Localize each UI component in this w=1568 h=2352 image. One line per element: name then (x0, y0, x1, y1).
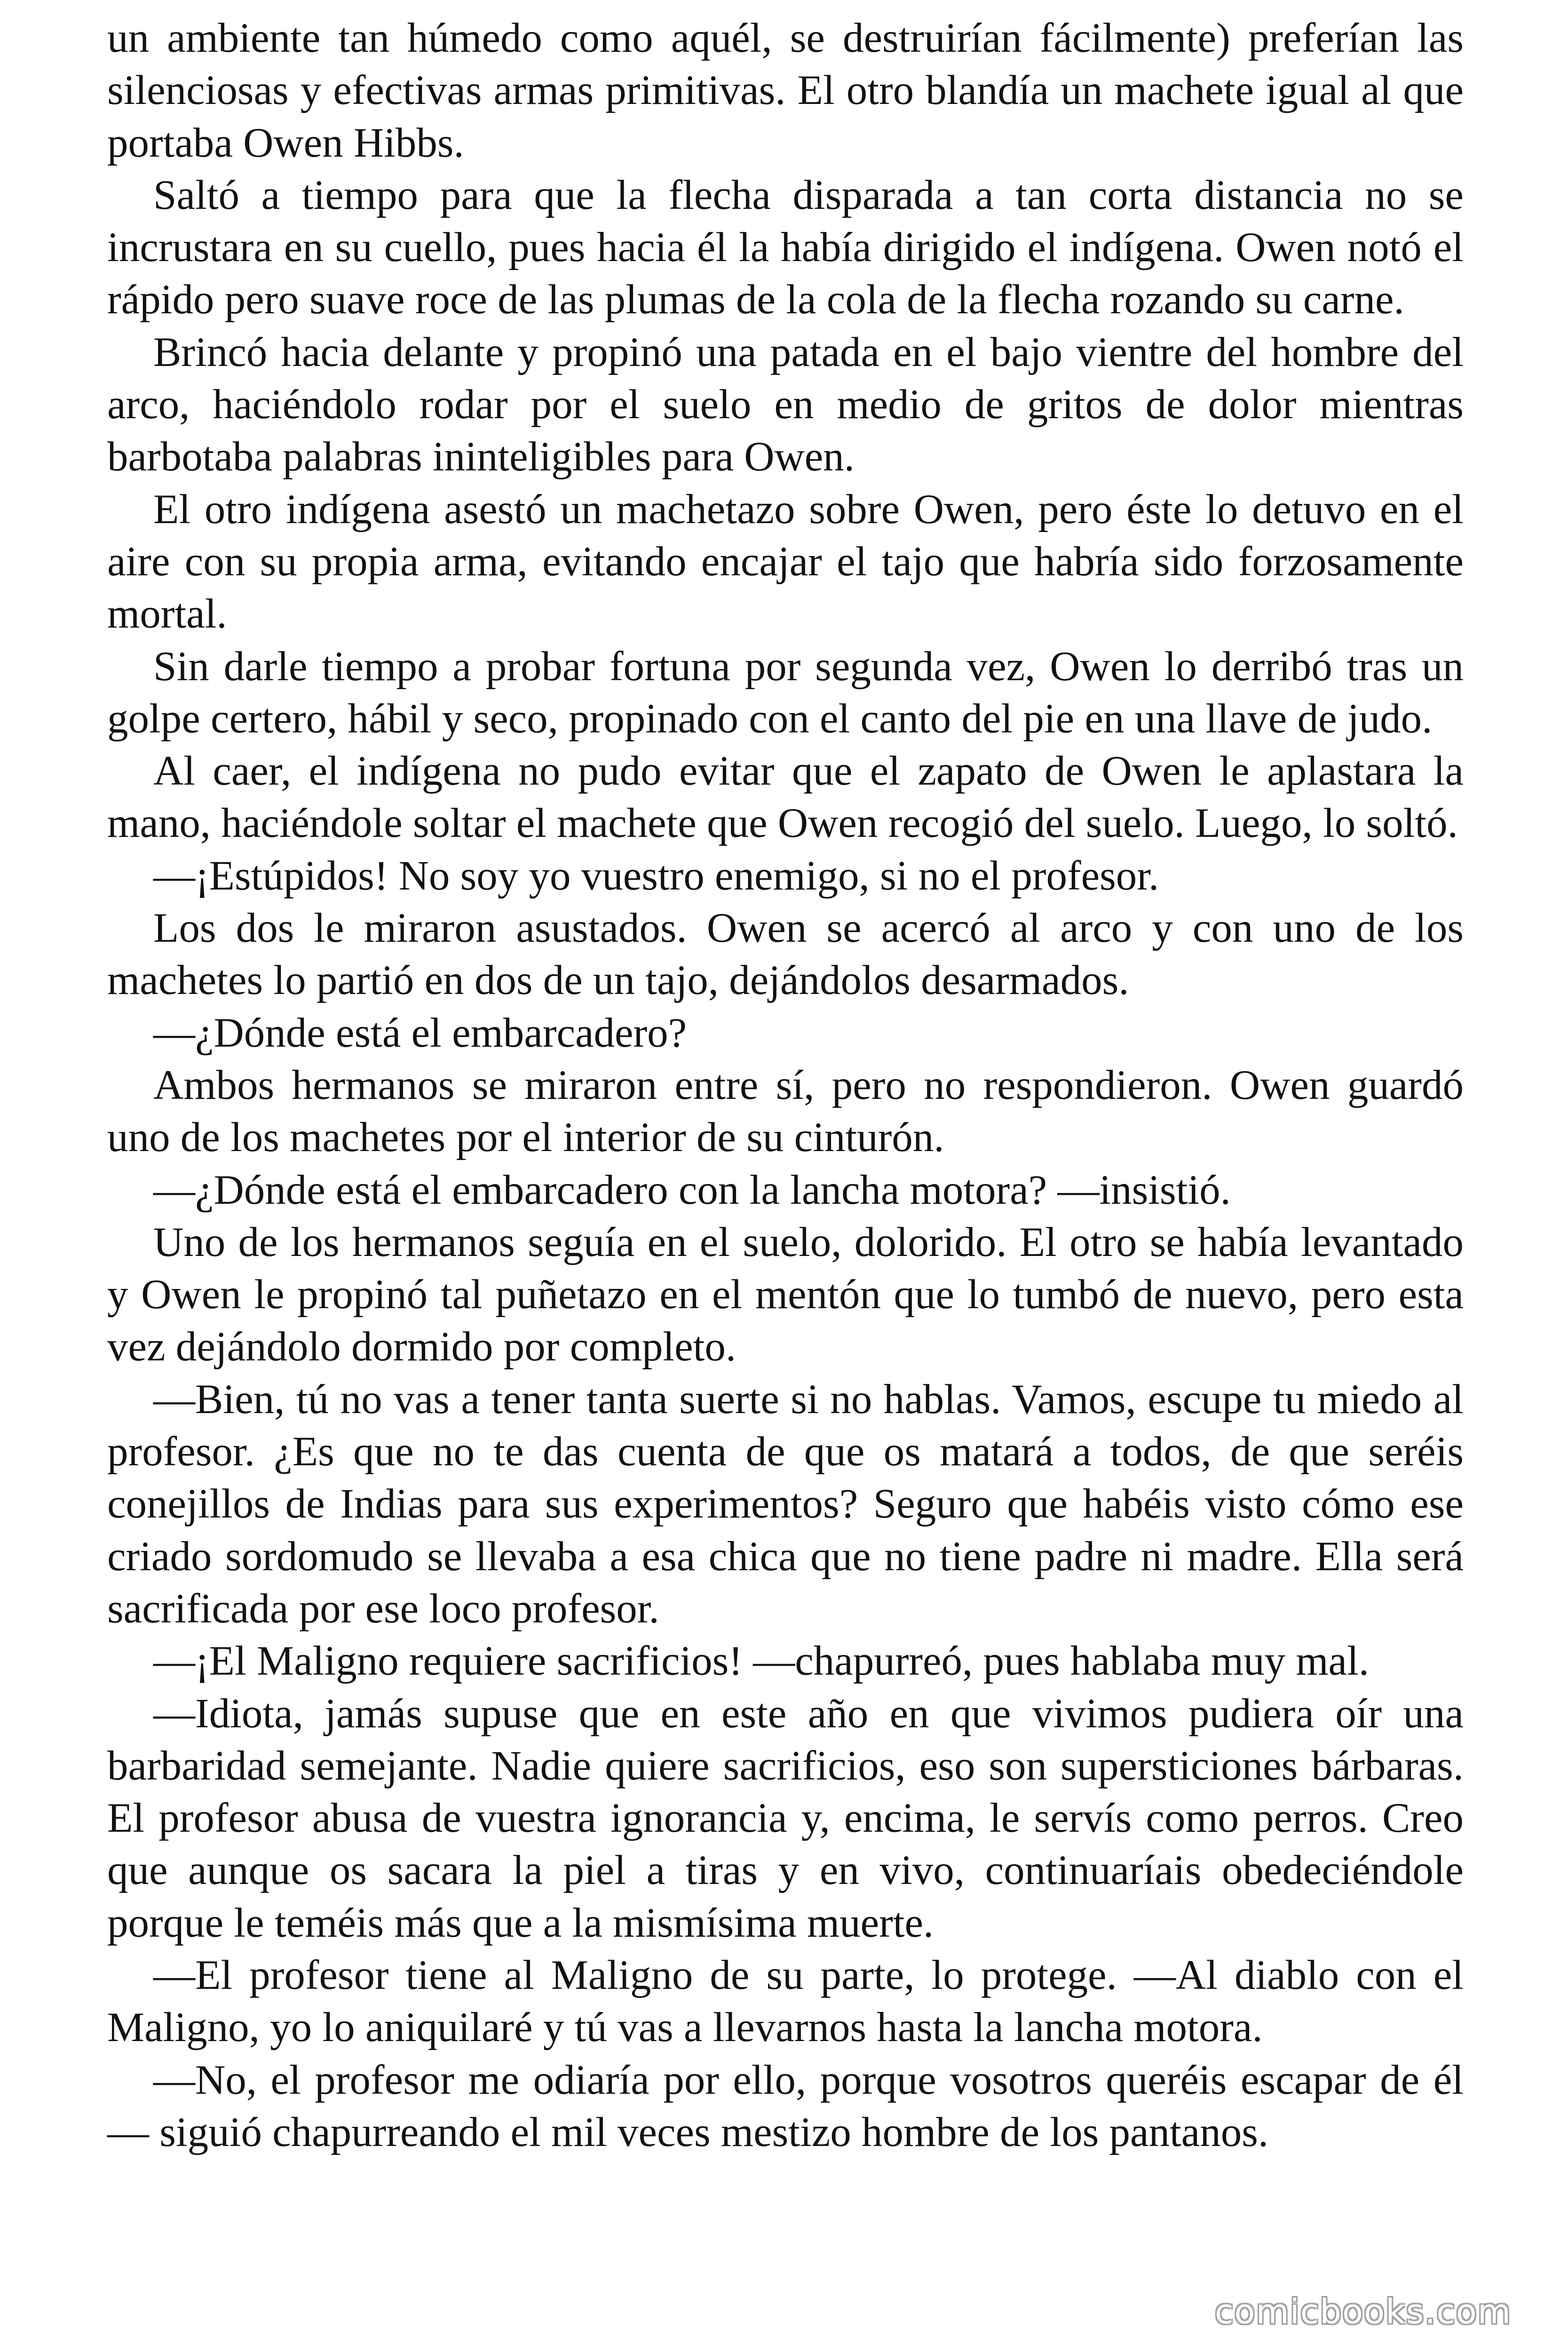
paragraph: Brincó hacia delante y propinó una patada en el bajo vientre del hombre del arco, haciéndolo rodar por el suelo en medio de gritos de dolor mientras barbotaba palabras ininteligibles para Owen. (107, 329, 1464, 480)
paragraph: El otro indígena asestó un machetazo sobre Owen, pero éste lo detuvo en el aire con su propia arma, evitando encajar el tajo que habría sido forzosamente mortal. (107, 486, 1464, 637)
paragraph: Los dos le miraron asustados. Owen se acercó al arco y con uno de los machetes lo partió en dos de un tajo, dejándolos desarmados. (107, 905, 1464, 1004)
paragraph: Al caer, el indígena no pudo evitar que el zapato de Owen le aplastara la mano, haciéndole soltar el machete que Owen recogió del suelo. Luego, lo soltó. (107, 748, 1464, 847)
body-text (107, 12, 1464, 2159)
paragraph: —Idiota, jamás supuse que en este año en que vivimos pudiera oír una barbaridad semejante. Nadie quiere sacrificios, eso son supersticiones bárbaras. El profesor abusa de vuestra ignorancia y, encima, le servís como perros. Creo que aunque os sacara la piel a tiras y en vivo, continuaríais obedeciéndole porque le teméis más que a la mismísima muerte. (107, 1690, 1464, 1946)
paragraph: Sin darle tiempo a probar fortuna por segunda vez, Owen lo derribó tras un golpe certero, hábil y seco, propinado con el canto del pie en una llave de judo. (107, 643, 1464, 742)
paragraph: —¿Dónde está el embarcadero con la lancha motora? —insistió. (153, 1167, 1231, 1213)
paragraph: un ambiente tan húmedo como aquél, se destruirían fácilmente) preferían las silenciosas y efectivas armas primitivas. El otro blandía un machete igual al que portaba Owen Hibbs. (107, 15, 1464, 166)
paragraph: —No, el profesor me odiaría por ello, porque vosotros queréis escapar de él — siguió chapurreando el mil veces mestizo hombre de los pantanos. (107, 2057, 1464, 2155)
paragraph: —¡Estúpidos! No soy yo vuestro enemigo, si no el profesor. (153, 852, 1159, 899)
paragraph: —Bien, tú no vas a tener tanta suerte si no hablas. Vamos, escupe tu miedo al profesor. ¿Es que no te das cuenta de que os matará a todos, de que seréis conejillos de Indias para sus experimentos? Seguro que habéis visto cómo ese criado sordomudo se llevaba a esa chica que no tiene padre ni madre. Ella será sacrificada por ese loco profesor. (107, 1376, 1464, 1632)
paragraph: —¡El Maligno requiere sacrificios! —chapurreó, pues hablaba muy mal. (153, 1638, 1370, 1685)
paragraph: Uno de los hermanos seguía en el suelo, dolorido. El otro se había levantado y Owen le propinó tal puñetazo en el mentón que lo tumbó de nuevo, pero esta vez dejándolo dormido por completo. (107, 1219, 1464, 1370)
paragraph: Ambos hermanos se miraron entre sí, pero no respondieron. Owen guardó uno de los machetes por el interior de su cinturón. (107, 1062, 1464, 1161)
paragraph: Saltó a tiempo para que la flecha disparada a tan corta distancia no se incrustara en su cuello, pues hacia él la había dirigido el indígena. Owen notó el rápido pero suave roce de las plumas de la cola de la flecha rozando su carne. (107, 172, 1464, 323)
paragraph: —El profesor tiene al Maligno de su parte, lo protege. —Al diablo con el Maligno, yo lo aniquilaré y tú vas a llevarnos hasta la lancha motora. (107, 1952, 1464, 2051)
paragraph: —¿Dónde está el embarcadero? (153, 1009, 687, 1056)
watermark: comicbooks.com (1214, 2292, 1512, 2331)
